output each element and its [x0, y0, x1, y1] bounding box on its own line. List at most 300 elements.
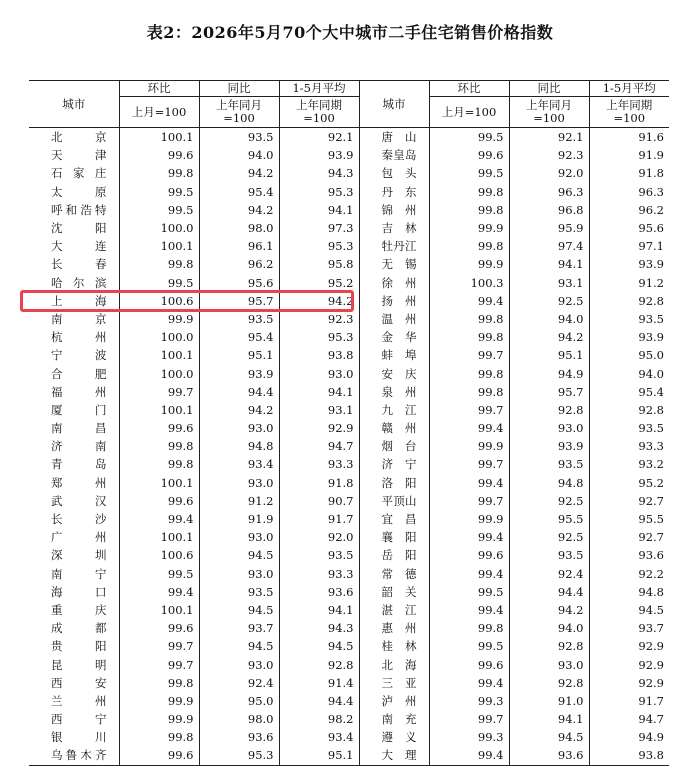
mom-cell: 100.0 — [119, 328, 199, 346]
avg-cell: 96.2 — [589, 201, 669, 219]
avg-cell: 91.6 — [589, 128, 669, 147]
mom-cell: 99.5 — [429, 637, 509, 655]
city-cell: 岳阳 — [359, 546, 429, 564]
avg-cell: 93.3 — [589, 437, 669, 455]
mom-cell: 100.1 — [119, 601, 199, 619]
avg-cell: 94.5 — [279, 637, 359, 655]
mom-cell: 99.5 — [429, 164, 509, 182]
mom-cell: 99.8 — [119, 455, 199, 473]
city-cell: 赣州 — [359, 419, 429, 437]
city-cell: 扬州 — [359, 292, 429, 310]
yoy-cell: 95.6 — [199, 274, 279, 292]
yoy-cell: 92.5 — [509, 292, 589, 310]
mom-cell: 100.3 — [429, 274, 509, 292]
yoy-cell: 93.0 — [199, 528, 279, 546]
mom-cell: 99.3 — [429, 692, 509, 710]
mom-cell: 99.7 — [429, 710, 509, 728]
avg-cell: 94.2 — [279, 292, 359, 310]
yoy-cell: 94.2 — [199, 201, 279, 219]
city-cell: 秦皇岛 — [359, 146, 429, 164]
mom-cell: 99.5 — [119, 183, 199, 201]
city-cell: 桂林 — [359, 637, 429, 655]
table-row — [29, 455, 669, 473]
mom-cell: 99.4 — [429, 746, 509, 765]
mom-cell: 100.1 — [119, 128, 199, 147]
yoy-cell: 93.0 — [509, 419, 589, 437]
table-row — [29, 383, 669, 401]
avg-cell: 93.8 — [589, 746, 669, 765]
yoy-cell: 95.0 — [199, 692, 279, 710]
city-cell: 南京 — [51, 311, 107, 326]
city-cell: 太原 — [51, 184, 107, 199]
avg-cell: 93.5 — [589, 310, 669, 328]
yoy-cell: 93.5 — [199, 310, 279, 328]
mom-cell: 99.6 — [119, 746, 199, 765]
city-cell: 海口 — [51, 584, 107, 599]
city-cell: 韶关 — [359, 583, 429, 601]
avg-cell: 95.1 — [279, 746, 359, 765]
yoy-cell: 94.5 — [199, 601, 279, 619]
city-cell: 泉州 — [359, 383, 429, 401]
table-row — [29, 674, 669, 692]
yoy-cell: 94.9 — [509, 364, 589, 382]
mom-cell: 99.5 — [429, 128, 509, 147]
mom-header: 环比 — [429, 81, 509, 97]
table-row — [29, 619, 669, 637]
city-cell: 温州 — [359, 310, 429, 328]
avg-cell: 90.7 — [279, 492, 359, 510]
city-cell: 哈尔滨 — [51, 275, 107, 290]
avg-cell: 93.2 — [589, 455, 669, 473]
table-row — [29, 219, 669, 237]
yoy-cell: 93.0 — [509, 655, 589, 673]
yoy-cell: 93.1 — [509, 274, 589, 292]
city-cell: 遵义 — [359, 728, 429, 746]
table-row — [29, 437, 669, 455]
city-cell: 天津 — [51, 148, 107, 163]
mom-cell: 99.6 — [119, 492, 199, 510]
yoy-cell: 94.4 — [199, 383, 279, 401]
avg-cell: 93.5 — [589, 419, 669, 437]
city-cell: 武汉 — [51, 493, 107, 508]
yoy-cell: 93.5 — [199, 583, 279, 601]
mom-cell: 99.7 — [429, 455, 509, 473]
mom-cell: 99.6 — [119, 619, 199, 637]
yoy-cell: 94.0 — [199, 146, 279, 164]
mom-cell: 99.8 — [429, 383, 509, 401]
avg-cell: 93.6 — [589, 546, 669, 564]
mom-cell: 99.9 — [429, 510, 509, 528]
mom-cell: 99.4 — [429, 419, 509, 437]
yoy-cell: 92.4 — [199, 674, 279, 692]
city-cell: 大理 — [359, 746, 429, 765]
avg-cell: 93.3 — [279, 455, 359, 473]
city-cell: 宁波 — [51, 348, 107, 363]
yoy-cell: 93.0 — [199, 474, 279, 492]
city-cell: 大连 — [51, 239, 107, 254]
table-row — [29, 583, 669, 601]
avg-cell: 95.8 — [279, 255, 359, 273]
table-row — [29, 492, 669, 510]
yoy-cell: 93.5 — [509, 455, 589, 473]
yoy-cell: 95.4 — [199, 328, 279, 346]
table-row — [29, 474, 669, 492]
yoy-cell: 95.7 — [509, 383, 589, 401]
table-row — [29, 401, 669, 419]
table-row — [29, 728, 669, 746]
yoy-cell: 96.1 — [199, 237, 279, 255]
avg-cell: 92.0 — [279, 528, 359, 546]
avg-cell: 93.5 — [279, 546, 359, 564]
city-cell: 安庆 — [359, 364, 429, 382]
table-row — [29, 655, 669, 673]
yoy-cell: 96.3 — [509, 183, 589, 201]
avg-cell: 94.7 — [589, 710, 669, 728]
city-cell: 郑州 — [51, 475, 107, 490]
mom-cell: 99.9 — [429, 219, 509, 237]
table-row — [29, 565, 669, 583]
avg-cell: 93.9 — [589, 328, 669, 346]
city-cell: 济宁 — [359, 455, 429, 473]
yoy-subheader: 上年同月=100 — [509, 97, 589, 128]
city-cell: 合肥 — [51, 366, 107, 381]
avg-cell: 92.8 — [589, 401, 669, 419]
table-row — [29, 601, 669, 619]
city-cell: 洛阳 — [359, 474, 429, 492]
table-row — [29, 637, 669, 655]
city-cell: 沈阳 — [51, 221, 107, 236]
yoy-cell: 94.5 — [199, 546, 279, 564]
mom-cell: 99.8 — [119, 437, 199, 455]
city-cell: 杭州 — [51, 330, 107, 345]
table-row — [29, 164, 669, 182]
avg-cell: 92.8 — [589, 292, 669, 310]
avg-cell: 92.9 — [589, 637, 669, 655]
table-row — [29, 201, 669, 219]
avg-cell: 93.0 — [279, 364, 359, 382]
avg-cell: 95.3 — [279, 237, 359, 255]
mom-cell: 99.5 — [119, 201, 199, 219]
city-cell: 青岛 — [51, 457, 107, 472]
table-row — [29, 419, 669, 437]
city-cell: 吉林 — [359, 219, 429, 237]
avg-cell: 93.9 — [589, 255, 669, 273]
table-row — [29, 328, 669, 346]
yoy-cell: 92.8 — [509, 674, 589, 692]
city-cell: 蚌埠 — [359, 346, 429, 364]
mom-subheader: 上月=100 — [429, 97, 509, 128]
yoy-cell: 97.4 — [509, 237, 589, 255]
avg-cell: 91.4 — [279, 674, 359, 692]
city-cell: 唐山 — [359, 128, 429, 147]
yoy-cell: 92.5 — [509, 492, 589, 510]
yoy-cell: 93.6 — [199, 728, 279, 746]
city-cell: 呼和浩特 — [51, 202, 107, 217]
avg-header: 1-5月平均 — [279, 81, 359, 97]
mom-cell: 100.1 — [119, 528, 199, 546]
mom-cell: 99.4 — [429, 528, 509, 546]
avg-cell: 95.3 — [279, 183, 359, 201]
yoy-cell: 93.9 — [199, 364, 279, 382]
yoy-cell: 96.8 — [509, 201, 589, 219]
table-row — [29, 546, 669, 564]
yoy-cell: 91.0 — [509, 692, 589, 710]
avg-cell: 96.3 — [589, 183, 669, 201]
city-cell: 北京 — [51, 130, 107, 145]
yoy-header: 同比 — [509, 81, 589, 97]
yoy-cell: 92.0 — [509, 164, 589, 182]
table-row — [29, 364, 669, 382]
mom-cell: 100.6 — [119, 292, 199, 310]
city-cell: 深圳 — [51, 548, 107, 563]
avg-cell: 98.2 — [279, 710, 359, 728]
yoy-cell: 95.4 — [199, 183, 279, 201]
mom-cell: 99.6 — [429, 546, 509, 564]
yoy-subheader: 上年同月=100 — [199, 97, 279, 128]
mom-cell: 99.3 — [429, 728, 509, 746]
city-cell: 无锡 — [359, 255, 429, 273]
city-cell: 乌鲁木齐 — [51, 748, 107, 763]
mom-cell: 99.8 — [429, 201, 509, 219]
yoy-cell: 94.0 — [509, 619, 589, 637]
yoy-cell: 94.1 — [509, 255, 589, 273]
mom-cell: 99.4 — [429, 474, 509, 492]
city-cell: 南充 — [359, 710, 429, 728]
price-index-table — [29, 80, 669, 766]
city-cell: 南昌 — [51, 421, 107, 436]
avg-subheader: 上年同期=100 — [279, 97, 359, 128]
mom-cell: 99.6 — [429, 146, 509, 164]
yoy-cell: 93.0 — [199, 655, 279, 673]
table-body — [29, 128, 669, 766]
mom-cell: 100.0 — [119, 364, 199, 382]
avg-cell: 92.9 — [589, 655, 669, 673]
yoy-cell: 95.1 — [509, 346, 589, 364]
avg-cell: 93.9 — [279, 146, 359, 164]
avg-cell: 92.7 — [589, 528, 669, 546]
yoy-cell: 92.5 — [509, 528, 589, 546]
mom-cell: 100.0 — [119, 219, 199, 237]
city-cell: 湛江 — [359, 601, 429, 619]
table-row — [29, 528, 669, 546]
avg-cell: 95.2 — [589, 474, 669, 492]
mom-cell: 99.8 — [429, 619, 509, 637]
avg-cell: 92.1 — [279, 128, 359, 147]
avg-cell: 95.5 — [589, 510, 669, 528]
table-row — [29, 746, 669, 765]
yoy-cell: 93.9 — [509, 437, 589, 455]
yoy-cell: 95.1 — [199, 346, 279, 364]
yoy-cell: 94.0 — [509, 310, 589, 328]
table-row — [29, 510, 669, 528]
city-cell: 金华 — [359, 328, 429, 346]
mom-cell: 99.9 — [119, 710, 199, 728]
yoy-cell: 94.2 — [509, 601, 589, 619]
avg-cell: 91.7 — [589, 692, 669, 710]
mom-cell: 99.4 — [119, 583, 199, 601]
city-cell: 石家庄 — [51, 166, 107, 181]
table-row — [29, 710, 669, 728]
mom-cell: 100.6 — [119, 546, 199, 564]
city-header: 城市 — [359, 81, 429, 128]
city-cell: 银川 — [51, 730, 107, 745]
city-cell: 九江 — [359, 401, 429, 419]
city-cell: 丹东 — [359, 183, 429, 201]
avg-cell: 92.9 — [589, 674, 669, 692]
yoy-cell: 95.5 — [509, 510, 589, 528]
yoy-cell: 93.0 — [199, 565, 279, 583]
city-cell: 三亚 — [359, 674, 429, 692]
city-cell: 广州 — [51, 530, 107, 545]
avg-cell: 93.4 — [279, 728, 359, 746]
avg-cell: 94.8 — [589, 583, 669, 601]
avg-cell: 94.3 — [279, 164, 359, 182]
yoy-cell: 94.8 — [509, 474, 589, 492]
city-cell: 泸州 — [359, 692, 429, 710]
mom-cell: 99.8 — [119, 728, 199, 746]
table-row — [29, 346, 669, 364]
yoy-cell: 95.3 — [199, 746, 279, 765]
avg-cell: 92.2 — [589, 565, 669, 583]
mom-cell: 100.1 — [119, 237, 199, 255]
city-cell: 包头 — [359, 164, 429, 182]
mom-cell: 99.8 — [429, 237, 509, 255]
yoy-cell: 94.2 — [199, 164, 279, 182]
city-cell: 上海 — [51, 293, 107, 308]
mom-cell: 99.7 — [119, 637, 199, 655]
avg-cell: 94.3 — [279, 619, 359, 637]
mom-cell: 99.4 — [429, 565, 509, 583]
yoy-cell: 94.4 — [509, 583, 589, 601]
table-row — [29, 692, 669, 710]
mom-cell: 99.4 — [119, 510, 199, 528]
avg-cell: 91.2 — [589, 274, 669, 292]
yoy-cell: 98.0 — [199, 710, 279, 728]
mom-cell: 99.8 — [429, 328, 509, 346]
avg-cell: 91.8 — [279, 474, 359, 492]
city-cell: 襄阳 — [359, 528, 429, 546]
mom-cell: 99.8 — [429, 364, 509, 382]
avg-cell: 92.9 — [279, 419, 359, 437]
yoy-cell: 91.2 — [199, 492, 279, 510]
yoy-cell: 92.8 — [509, 401, 589, 419]
city-cell: 徐州 — [359, 274, 429, 292]
mom-cell: 99.5 — [429, 583, 509, 601]
yoy-cell: 93.4 — [199, 455, 279, 473]
mom-cell: 99.6 — [119, 146, 199, 164]
yoy-cell: 94.1 — [509, 710, 589, 728]
mom-cell: 99.7 — [429, 346, 509, 364]
city-cell: 成都 — [51, 621, 107, 636]
city-cell: 烟台 — [359, 437, 429, 455]
city-cell: 平顶山 — [359, 492, 429, 510]
city-cell: 宜昌 — [359, 510, 429, 528]
avg-cell: 94.4 — [279, 692, 359, 710]
yoy-cell: 96.2 — [199, 255, 279, 273]
avg-cell: 93.3 — [279, 565, 359, 583]
city-cell: 昆明 — [51, 657, 107, 672]
yoy-header: 同比 — [199, 81, 279, 97]
city-cell: 常德 — [359, 565, 429, 583]
yoy-cell: 91.9 — [199, 510, 279, 528]
city-cell: 北海 — [359, 655, 429, 673]
avg-cell: 92.7 — [589, 492, 669, 510]
avg-cell: 94.1 — [279, 383, 359, 401]
mom-cell: 99.7 — [429, 492, 509, 510]
mom-cell: 100.1 — [119, 401, 199, 419]
mom-subheader: 上月=100 — [119, 97, 199, 128]
mom-cell: 99.4 — [429, 292, 509, 310]
city-cell: 西安 — [51, 675, 107, 690]
mom-cell: 99.5 — [119, 274, 199, 292]
yoy-cell: 94.5 — [509, 728, 589, 746]
mom-cell: 99.5 — [119, 565, 199, 583]
city-cell: 长春 — [51, 257, 107, 272]
avg-cell: 95.2 — [279, 274, 359, 292]
city-cell: 惠州 — [359, 619, 429, 637]
mom-cell: 99.8 — [119, 255, 199, 273]
avg-cell: 93.6 — [279, 583, 359, 601]
table-title: 表2：2026年5月70个大中城市二手住宅销售价格指数 — [146, 23, 554, 42]
table-row — [29, 146, 669, 164]
mom-cell: 99.6 — [429, 655, 509, 673]
city-cell: 兰州 — [51, 693, 107, 708]
avg-cell: 91.9 — [589, 146, 669, 164]
avg-cell: 95.0 — [589, 346, 669, 364]
yoy-cell: 95.7 — [199, 292, 279, 310]
highlight-box — [20, 290, 354, 312]
mom-cell: 99.8 — [119, 164, 199, 182]
table-row — [29, 183, 669, 201]
avg-cell: 93.7 — [589, 619, 669, 637]
table-row — [29, 128, 669, 147]
city-header: 城市 — [29, 81, 119, 128]
city-cell: 厦门 — [51, 402, 107, 417]
mom-cell: 99.9 — [429, 437, 509, 455]
mom-header: 环比 — [119, 81, 199, 97]
yoy-cell: 93.5 — [509, 546, 589, 564]
avg-cell: 95.6 — [589, 219, 669, 237]
yoy-cell: 92.8 — [509, 637, 589, 655]
yoy-cell: 94.8 — [199, 437, 279, 455]
avg-cell: 94.9 — [589, 728, 669, 746]
city-cell: 牡丹江 — [359, 237, 429, 255]
yoy-cell: 92.1 — [509, 128, 589, 147]
table-row — [29, 310, 669, 328]
yoy-cell: 93.6 — [509, 746, 589, 765]
mom-cell: 99.9 — [119, 310, 199, 328]
avg-cell: 92.3 — [279, 310, 359, 328]
avg-cell: 93.8 — [279, 346, 359, 364]
yoy-cell: 92.3 — [509, 146, 589, 164]
mom-cell: 100.1 — [119, 474, 199, 492]
mom-cell: 99.7 — [119, 655, 199, 673]
yoy-cell: 98.0 — [199, 219, 279, 237]
avg-cell: 94.7 — [279, 437, 359, 455]
yoy-cell: 93.7 — [199, 619, 279, 637]
city-cell: 长沙 — [51, 512, 107, 527]
mom-cell: 99.7 — [119, 383, 199, 401]
mom-cell: 99.4 — [429, 674, 509, 692]
avg-header: 1-5月平均 — [589, 81, 669, 97]
mom-cell: 99.8 — [119, 674, 199, 692]
avg-cell: 95.4 — [589, 383, 669, 401]
mom-cell: 99.6 — [119, 419, 199, 437]
avg-cell: 97.3 — [279, 219, 359, 237]
avg-cell: 94.1 — [279, 201, 359, 219]
city-cell: 南宁 — [51, 566, 107, 581]
yoy-cell: 92.4 — [509, 565, 589, 583]
